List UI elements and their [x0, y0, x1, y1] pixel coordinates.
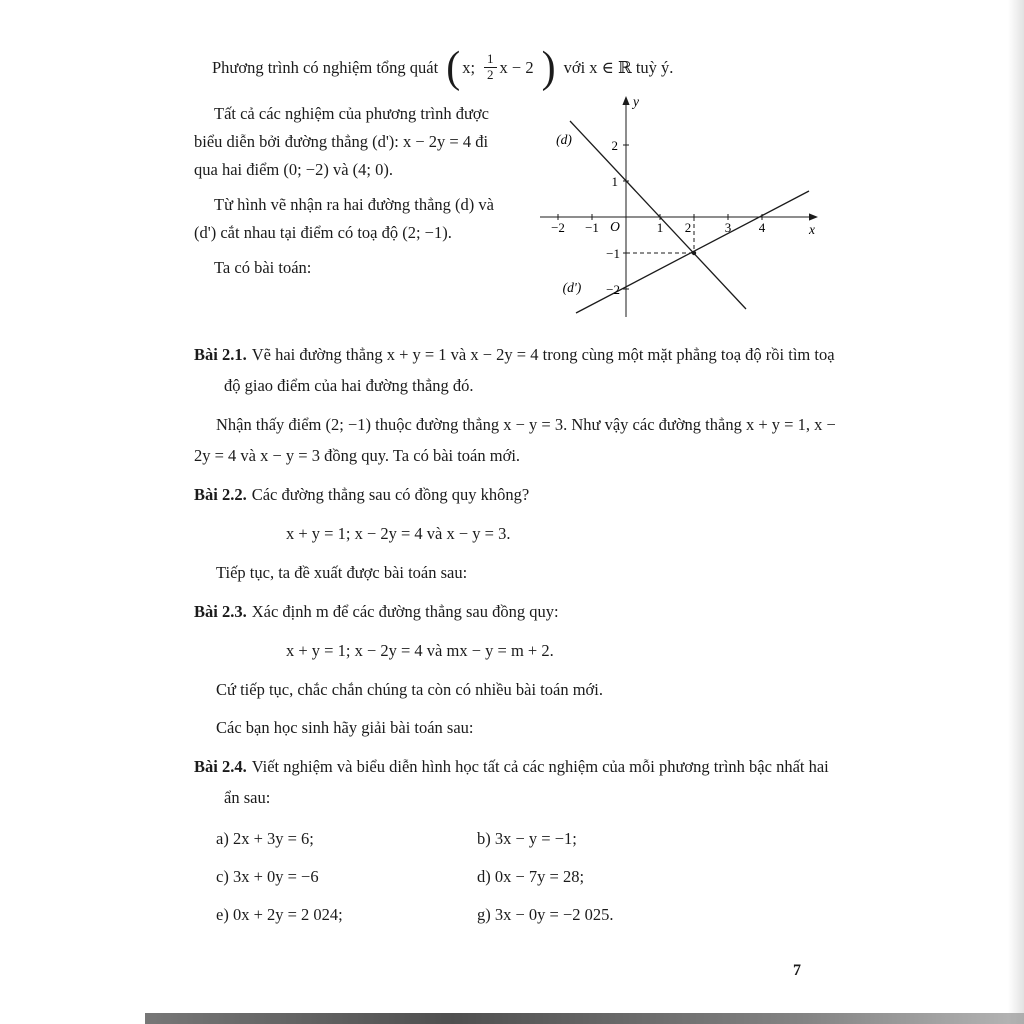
fraction-numerator: 1: [487, 51, 494, 67]
problem-2-4-label: Bài 2.4.: [194, 757, 247, 776]
origin-label: O: [610, 219, 620, 234]
item-e: e) 0x + 2y = 2 024;: [216, 905, 343, 924]
figure-row: [194, 93, 842, 331]
formula-inner-left: x;: [462, 58, 476, 77]
equation-2-3: x + y = 1; x − 2y = 4 và mx − y = m + 2.: [286, 641, 554, 660]
line-d-prime-label: (d'): [562, 280, 582, 295]
paragraph-ta-co-bai-toan: Ta có bài toán:: [214, 258, 312, 277]
paragraph-cu-tiep-tuc: Cứ tiếp tục, chắc chắn chúng ta còn có nhiều bài toán mới.: [216, 680, 603, 699]
paragraph-all-solutions: Tất cả các nghiệm của phương trình được biểu diễn bởi đường thẳng (d'): x − 2y = 4 đi qua hai điểm (0; −2) và (4; 0).: [194, 104, 489, 179]
paragraph-nhan-thay: Nhận thấy điểm (2; −1) thuộc đường thẳng x − y = 3. Như vậy các đường thẳng x + y = 1, x − 2y = 4 và x − y = 3 đồng quy. Ta có bài toán mới.: [194, 415, 836, 465]
paragraph-cac-ban: Các bạn học sinh hãy giải bài toán sau:: [216, 718, 474, 737]
x-tick-3: 3: [724, 220, 732, 235]
scan-right-edge: [1008, 0, 1024, 1024]
page-content: [194, 43, 842, 930]
y-tick-neg1: −1: [606, 246, 620, 261]
x-tick-2: 2: [684, 220, 692, 235]
fraction-denominator: 2: [484, 67, 497, 83]
x-axis-label: x: [809, 222, 815, 237]
item-b: b) 3x − y = −1;: [477, 829, 577, 848]
fraction-one-half: [484, 52, 497, 83]
item-a: a) 2x + 3y = 6;: [216, 829, 314, 848]
y-axis-label: y: [633, 94, 639, 109]
item-d: d) 0x − 7y = 28;: [477, 867, 585, 886]
coordinate-graph: [526, 89, 826, 331]
y-tick-1: 1: [611, 174, 618, 189]
x-tick-4: 4: [758, 220, 766, 235]
figure-left-column: [194, 93, 516, 331]
equation-2-2: x + y = 1; x − 2y = 4 và x − y = 3.: [286, 524, 511, 543]
problem-2-4-items: [194, 823, 842, 930]
formula-post-text: với x ∈ ℝ tuỳ ý.: [563, 58, 674, 77]
problem-2-3: [194, 596, 842, 627]
x-tick-1: 1: [656, 220, 664, 235]
item-g: g) 3x − 0y = −2 025.: [477, 905, 614, 924]
paragraph-tiep-tuc: Tiếp tục, ta đề xuất được bài toán sau:: [216, 563, 468, 582]
problem-2-2: [194, 479, 842, 510]
x-tick-neg2: −2: [551, 220, 565, 235]
formula-pre-text: Phương trình có nghiệm tổng quát: [212, 58, 439, 77]
problem-2-1: [194, 339, 842, 401]
problem-2-1-text: Vẽ hai đường thẳng x + y = 1 và x − 2y = 4 trong cùng một mặt phẳng toạ độ rồi tìm toạ độ giao điểm của hai đường thẳng đó.: [224, 345, 835, 395]
problem-2-3-label: Bài 2.3.: [194, 602, 247, 621]
y-tick-neg2: −2: [606, 282, 620, 297]
problem-2-2-label: Bài 2.2.: [194, 485, 247, 504]
problem-2-4: [194, 751, 842, 813]
problem-2-3-text: Xác định m để các đường thẳng sau đồng quy:: [251, 602, 559, 621]
problem-2-1-label: Bài 2.1.: [194, 345, 247, 364]
formula-inner-right: x − 2: [499, 58, 534, 77]
item-c: c) 3x + 0y = −6: [216, 867, 319, 886]
y-tick-2: 2: [611, 138, 618, 153]
x-tick-neg1: −1: [585, 220, 599, 235]
problem-2-2-text: Các đường thẳng sau có đồng quy không?: [251, 485, 530, 504]
scan-bottom-shadow: [145, 1013, 1024, 1024]
general-solution-formula: Phương trình có nghiệm tổng quát ( x; $\frac{1}{2}$ x − 2 ) với x ∈ ℝ tuỳ ý.: [212, 43, 674, 92]
x-axis-arrow: [809, 213, 818, 220]
graph-svg: [526, 89, 826, 321]
intersection-point: [692, 251, 696, 255]
problem-2-4-text: Viết nghiệm và biểu diễn hình học tất cả các nghiệm của mỗi phương trình bậc nhất hai ẩn sau:: [224, 757, 829, 807]
paragraph-intersection: Từ hình vẽ nhận ra hai đường thẳng (d) và (d') cắt nhau tại điểm có toạ độ (2; −1).: [194, 195, 494, 242]
page-number: 7: [793, 962, 801, 979]
y-axis-arrow: [622, 96, 629, 105]
line-d-label: (d): [556, 132, 572, 147]
line-d: [570, 121, 746, 309]
